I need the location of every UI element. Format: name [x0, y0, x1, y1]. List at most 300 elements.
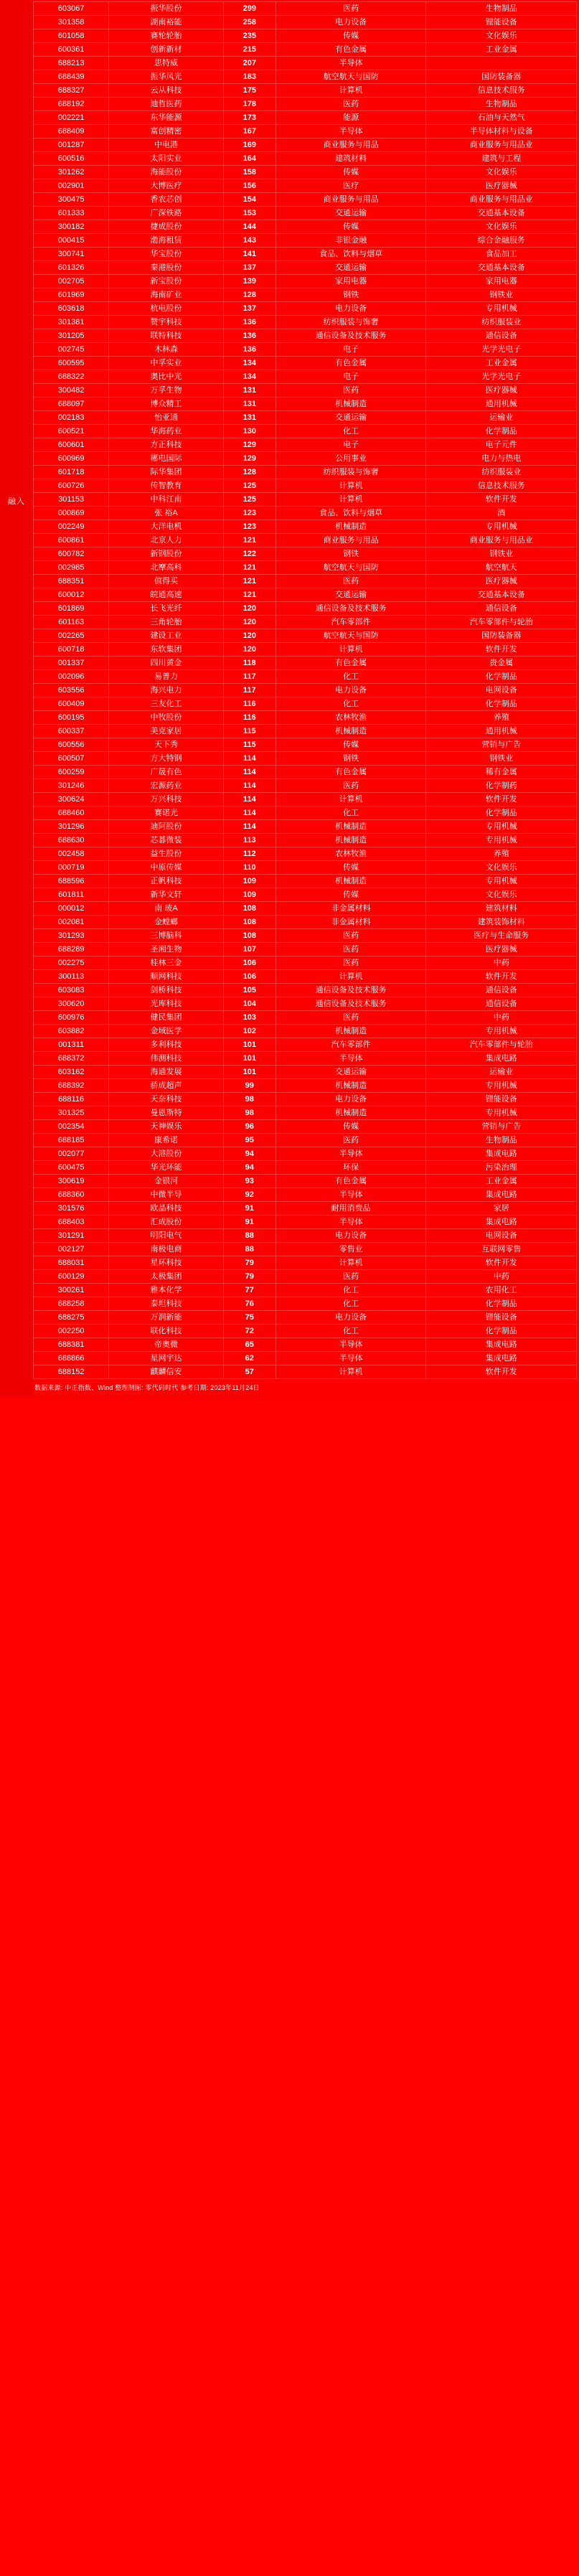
table-row: [34, 370, 577, 384]
cell-industry-2: 专用机械: [426, 820, 577, 834]
cell-code: 600782: [34, 547, 109, 561]
cell-code: 600129: [34, 1270, 109, 1284]
cell-name: 香农芯创: [109, 193, 223, 207]
cell-name: 新钢股份: [109, 547, 223, 561]
cell-name: 东华能源: [109, 111, 223, 125]
cell-value: 137: [223, 261, 276, 275]
cell-industry-2: 汽车零部件与轮胎: [426, 616, 577, 629]
cell-name: 值得买: [109, 575, 223, 588]
cell-value: 114: [223, 779, 276, 793]
cell-code: 001287: [34, 138, 109, 152]
cell-industry-1: 交通运输: [276, 207, 426, 220]
cell-code: 688460: [34, 807, 109, 820]
table-row: [34, 916, 577, 929]
cell-code: 603882: [34, 1025, 109, 1038]
cell-industry-1: 有色金属: [276, 1175, 426, 1188]
table-row: [34, 888, 577, 902]
cell-code: 600556: [34, 738, 109, 752]
cell-name: 怡亚通: [109, 411, 223, 425]
cell-value: 76: [223, 1297, 276, 1311]
cell-industry-1: 能源: [276, 111, 426, 125]
cell-industry-2: 软件开发: [426, 970, 577, 984]
table-row: [34, 956, 577, 970]
cell-value: 99: [223, 1079, 276, 1093]
cell-industry-1: 半导体: [276, 57, 426, 70]
cell-name: 三博脑科: [109, 929, 223, 943]
cell-industry-1: 商业服务与用品: [276, 193, 426, 207]
table-row: [34, 357, 577, 370]
cell-industry-2: 化学制品: [426, 1325, 577, 1338]
table-row: [34, 779, 577, 793]
cell-industry-2: 酒: [426, 507, 577, 520]
cell-name: 创新新材: [109, 43, 223, 57]
cell-name: 际华集团: [109, 466, 223, 479]
table-row: [34, 684, 577, 697]
table-row: [34, 1338, 577, 1352]
cell-industry-1: 机械制造: [276, 398, 426, 411]
cell-name: 芯碁微装: [109, 834, 223, 847]
cell-code: 002275: [34, 956, 109, 970]
cell-name: 汇成股份: [109, 1216, 223, 1229]
cell-industry-1: 计算机: [276, 1256, 426, 1270]
cell-industry-2: 建筑装饰材料: [426, 916, 577, 929]
table-row: [34, 43, 577, 57]
cell-industry-2: 交通基本设备: [426, 207, 577, 220]
cell-code: 301262: [34, 166, 109, 179]
cell-name: 顺网科技: [109, 970, 223, 984]
cell-industry-1: 有色金属: [276, 43, 426, 57]
table-row: [34, 1106, 577, 1120]
cell-code: 002249: [34, 520, 109, 534]
cell-industry-2: 集成电路: [426, 1216, 577, 1229]
cell-industry-1: 医药: [276, 1134, 426, 1147]
cell-industry-1: 医药: [276, 1011, 426, 1025]
cell-value: 123: [223, 520, 276, 534]
cell-code: 688152: [34, 1365, 109, 1379]
cell-name: 联化科技: [109, 1325, 223, 1338]
table-row: [34, 1243, 577, 1256]
table-row: [34, 1175, 577, 1188]
table-row: [34, 398, 577, 411]
cell-name: 博众精工: [109, 398, 223, 411]
table-row: [34, 1325, 577, 1338]
cell-name: 赞宇科技: [109, 316, 223, 329]
cell-value: 91: [223, 1216, 276, 1229]
cell-code: 300620: [34, 997, 109, 1011]
table-row: [34, 820, 577, 834]
cell-name: 大港股份: [109, 1147, 223, 1161]
cell-industry-1: 化工: [276, 425, 426, 438]
cell-value: 125: [223, 479, 276, 493]
cell-code: 688360: [34, 1188, 109, 1202]
cell-value: 117: [223, 670, 276, 684]
cell-code: 601163: [34, 616, 109, 629]
cell-industry-2: 锂能设备: [426, 1093, 577, 1106]
cell-industry-1: 电力设备: [276, 1093, 426, 1106]
cell-value: 153: [223, 207, 276, 220]
cell-name: 联特科技: [109, 329, 223, 343]
cell-code: 688439: [34, 70, 109, 84]
cell-value: 235: [223, 29, 276, 43]
cell-code: 300113: [34, 970, 109, 984]
cell-code: 002985: [34, 561, 109, 575]
cell-code: 301153: [34, 493, 109, 507]
cell-value: 178: [223, 98, 276, 111]
cell-code: 600976: [34, 1011, 109, 1025]
cell-industry-1: 食品、饮料与烟草: [276, 248, 426, 261]
cell-code: 300624: [34, 793, 109, 807]
cell-industry-1: 机械制造: [276, 1079, 426, 1093]
table-row: [34, 1025, 577, 1038]
cell-industry-2: 软件开发: [426, 793, 577, 807]
cell-industry-1: 有色金属: [276, 357, 426, 370]
cell-code: 688116: [34, 1093, 109, 1106]
cell-name: 中孚实业: [109, 357, 223, 370]
cell-industry-1: 零售业: [276, 1243, 426, 1256]
table-row: [34, 1011, 577, 1025]
cell-code: 002265: [34, 629, 109, 643]
cell-value: 169: [223, 138, 276, 152]
table-row: [34, 643, 577, 657]
table-row: [34, 902, 577, 916]
cell-value: 108: [223, 902, 276, 916]
cell-industry-1: 化工: [276, 807, 426, 820]
cell-name: 大博医疗: [109, 179, 223, 193]
cell-code: 600475: [34, 1161, 109, 1175]
cell-name: 张 裕A: [109, 507, 223, 520]
table-row: [34, 384, 577, 398]
cell-code: 301381: [34, 316, 109, 329]
cell-name: 健民集团: [109, 1011, 223, 1025]
cell-industry-2: 钢铁业: [426, 547, 577, 561]
cell-value: 91: [223, 1202, 276, 1216]
cell-value: 139: [223, 275, 276, 288]
cell-name: 泰坦科技: [109, 1297, 223, 1311]
cell-code: 688403: [34, 1216, 109, 1229]
cell-industry-1: 通信设备及技术服务: [276, 602, 426, 616]
cell-industry-1: 机械制造: [276, 875, 426, 888]
cell-industry-2: 电力与热电: [426, 452, 577, 466]
cell-industry-2: 互联网零售: [426, 1243, 577, 1256]
table-row: [34, 288, 577, 302]
cell-industry-1: 航空航天与国防: [276, 629, 426, 643]
cell-code: 600195: [34, 711, 109, 725]
cell-industry-2: 纺织服装业: [426, 316, 577, 329]
cell-industry-1: 非金属材料: [276, 916, 426, 929]
cell-industry-1: 电力设备: [276, 1311, 426, 1325]
table-row: [34, 1256, 577, 1270]
cell-industry-2: 稀有金属: [426, 766, 577, 779]
cell-value: 128: [223, 466, 276, 479]
cell-industry-2: 养殖: [426, 711, 577, 725]
cell-value: 88: [223, 1243, 276, 1256]
cell-industry-2: 文化娱乐: [426, 888, 577, 902]
cell-value: 116: [223, 711, 276, 725]
cell-value: 96: [223, 1120, 276, 1134]
cell-industry-1: 钢铁: [276, 547, 426, 561]
cell-value: 118: [223, 657, 276, 670]
cell-industry-1: 化工: [276, 1325, 426, 1338]
cell-value: 115: [223, 725, 276, 738]
cell-industry-1: 有色金属: [276, 766, 426, 779]
table-row: [34, 479, 577, 493]
cell-value: 77: [223, 1284, 276, 1297]
cell-name: 骄成超声: [109, 1079, 223, 1093]
cell-industry-1: 传媒: [276, 220, 426, 234]
table-row: [34, 929, 577, 943]
cell-industry-2: 污染治理: [426, 1161, 577, 1175]
cell-value: 108: [223, 929, 276, 943]
table-row: [34, 343, 577, 357]
cell-value: 136: [223, 316, 276, 329]
cell-code: 301296: [34, 820, 109, 834]
cell-value: 94: [223, 1147, 276, 1161]
cell-industry-1: 环保: [276, 1161, 426, 1175]
cell-industry-1: 医药: [276, 2, 426, 16]
cell-value: 113: [223, 834, 276, 847]
cell-value: 173: [223, 111, 276, 125]
cell-industry-1: 家用电器: [276, 275, 426, 288]
cell-industry-1: 电子: [276, 343, 426, 357]
cell-value: 131: [223, 411, 276, 425]
table-row: [34, 1147, 577, 1161]
cell-name: 杭电股份: [109, 302, 223, 316]
cell-code: 601058: [34, 29, 109, 43]
cell-industry-1: 计算机: [276, 493, 426, 507]
cell-name: 三友化工: [109, 697, 223, 711]
cell-code: 688372: [34, 1052, 109, 1066]
table-row: [34, 807, 577, 820]
table-row: [34, 138, 577, 152]
cell-industry-2: 纺织服装业: [426, 466, 577, 479]
table-row: [34, 847, 577, 861]
cell-industry-2: 交通基本设备: [426, 588, 577, 602]
cell-industry-2: 国防装备器: [426, 629, 577, 643]
cell-industry-2: 航空航天: [426, 561, 577, 575]
table-row: [34, 302, 577, 316]
cell-industry-2: 工业金属: [426, 1175, 577, 1188]
cell-name: 美克家居: [109, 725, 223, 738]
cell-industry-2: 光学光电子: [426, 343, 577, 357]
cell-industry-1: 交通运输: [276, 1066, 426, 1079]
cell-code: 301576: [34, 1202, 109, 1216]
cell-industry-1: 半导体: [276, 1338, 426, 1352]
cell-industry-1: 机械制造: [276, 1106, 426, 1120]
cell-value: 258: [223, 16, 276, 29]
cell-name: 振华股份: [109, 2, 223, 16]
cell-industry-2: 建筑材料: [426, 902, 577, 916]
cell-industry-2: 集成电路: [426, 1352, 577, 1365]
cell-industry-2: 专用机械: [426, 1106, 577, 1120]
cell-industry-2: 医疗器械: [426, 179, 577, 193]
cell-code: 688097: [34, 398, 109, 411]
cell-industry-2: 集成电路: [426, 1052, 577, 1066]
cell-value: 62: [223, 1352, 276, 1365]
cell-industry-1: 公用事业: [276, 452, 426, 466]
cell-code: 600507: [34, 752, 109, 766]
cell-industry-2: 化学制品: [426, 670, 577, 684]
table-row: [34, 752, 577, 766]
cell-value: 88: [223, 1229, 276, 1243]
cell-industry-2: 光学光电子: [426, 370, 577, 384]
cell-industry-1: 交通运输: [276, 261, 426, 275]
cell-value: 128: [223, 288, 276, 302]
cell-industry-2: 信息技术服务: [426, 84, 577, 98]
cell-value: 123: [223, 507, 276, 520]
cell-value: 141: [223, 248, 276, 261]
cell-code: 600726: [34, 479, 109, 493]
cell-value: 156: [223, 179, 276, 193]
cell-industry-2: 化学制药: [426, 779, 577, 793]
cell-industry-2: 半导体材料与设备: [426, 125, 577, 138]
cell-industry-1: 电力设备: [276, 684, 426, 697]
cell-value: 108: [223, 916, 276, 929]
cell-code: 603162: [34, 1066, 109, 1079]
cell-industry-2: 通用机械: [426, 398, 577, 411]
table-row: [34, 98, 577, 111]
cell-industry-1: 农林牧渔: [276, 847, 426, 861]
cell-code: 301325: [34, 1106, 109, 1120]
cell-industry-2: 国防装备器: [426, 70, 577, 84]
cell-industry-1: 医药: [276, 384, 426, 398]
cell-value: 120: [223, 602, 276, 616]
cell-industry-1: 计算机: [276, 84, 426, 98]
cell-industry-2: 家居: [426, 1202, 577, 1216]
cell-value: 122: [223, 547, 276, 561]
cell-name: 湖南裕能: [109, 16, 223, 29]
cell-industry-1: 电力设备: [276, 1229, 426, 1243]
cell-name: 剑桥科技: [109, 984, 223, 997]
cell-value: 112: [223, 847, 276, 861]
cell-name: 三角轮胎: [109, 616, 223, 629]
cell-industry-1: 传媒: [276, 888, 426, 902]
cell-code: 600718: [34, 643, 109, 657]
cell-code: 002221: [34, 111, 109, 125]
cell-value: 65: [223, 1338, 276, 1352]
cell-industry-2: 运输业: [426, 411, 577, 425]
cell-value: 134: [223, 370, 276, 384]
cell-name: 星网宇达: [109, 1352, 223, 1365]
cell-industry-2: 营销与广告: [426, 1120, 577, 1134]
cell-name: 方正科技: [109, 438, 223, 452]
cell-code: 002250: [34, 1325, 109, 1338]
table-row: [34, 152, 577, 166]
table-row: [34, 57, 577, 70]
cell-industry-1: 传媒: [276, 861, 426, 875]
cell-industry-1: 汽车零部件: [276, 616, 426, 629]
cell-code: 603083: [34, 984, 109, 997]
cell-code: 600861: [34, 534, 109, 547]
cell-industry-2: 养殖: [426, 847, 577, 861]
cell-value: 183: [223, 70, 276, 84]
table-row: [34, 534, 577, 547]
cell-industry-1: 医药: [276, 779, 426, 793]
cell-industry-1: 非银金融: [276, 234, 426, 248]
cell-value: 103: [223, 1011, 276, 1025]
cell-industry-1: 航空航天与国防: [276, 70, 426, 84]
cell-industry-2: [426, 57, 577, 70]
cell-name: 皖通高速: [109, 588, 223, 602]
table-row: [34, 125, 577, 138]
cell-code: 601718: [34, 466, 109, 479]
cell-name: 迪哲医药: [109, 98, 223, 111]
cell-value: 207: [223, 57, 276, 70]
cell-industry-2: 通信设备: [426, 997, 577, 1011]
cell-name: 桂林三金: [109, 956, 223, 970]
cell-name: 东软集团: [109, 643, 223, 657]
cell-name: 华光环能: [109, 1161, 223, 1175]
cell-industry-1: 有色金属: [276, 657, 426, 670]
table-row: [34, 970, 577, 984]
cell-name: 北摩高科: [109, 561, 223, 575]
table-row: [34, 575, 577, 588]
cell-industry-1: 钢铁: [276, 752, 426, 766]
cell-industry-1: 计算机: [276, 643, 426, 657]
cell-name: 思特威: [109, 57, 223, 70]
table-row: [34, 520, 577, 534]
cell-code: 603067: [34, 2, 109, 16]
cell-code: 301358: [34, 16, 109, 29]
cell-industry-2: 文化娱乐: [426, 220, 577, 234]
cell-value: 98: [223, 1093, 276, 1106]
cell-value: 101: [223, 1052, 276, 1066]
cell-industry-1: 医药: [276, 956, 426, 970]
cell-name: 华宝股份: [109, 248, 223, 261]
cell-industry-1: 医药: [276, 1270, 426, 1284]
cell-industry-1: 传媒: [276, 29, 426, 43]
cell-code: 688351: [34, 575, 109, 588]
cell-code: 688322: [34, 370, 109, 384]
cell-name: 中科江南: [109, 493, 223, 507]
cell-industry-2: 中药: [426, 1011, 577, 1025]
cell-code: 300261: [34, 1284, 109, 1297]
table-row: [34, 1270, 577, 1284]
table-row: [34, 1052, 577, 1066]
table-row: [34, 997, 577, 1011]
table-row: [34, 438, 577, 452]
cell-code: 688392: [34, 1079, 109, 1093]
cell-value: 129: [223, 452, 276, 466]
cell-code: 688258: [34, 1297, 109, 1311]
cell-industry-1: 医药: [276, 575, 426, 588]
cell-value: 143: [223, 234, 276, 248]
cell-industry-2: 电网设备: [426, 684, 577, 697]
cell-industry-1: 非金属材料: [276, 902, 426, 916]
table-row: [34, 657, 577, 670]
cell-code: 002096: [34, 670, 109, 684]
cell-value: 120: [223, 616, 276, 629]
cell-value: 116: [223, 697, 276, 711]
cell-name: 曼恩斯特: [109, 1106, 223, 1120]
cell-name: 万润新能: [109, 1311, 223, 1325]
cell-code: 601811: [34, 888, 109, 902]
cell-name: 多利科技: [109, 1038, 223, 1052]
cell-value: 72: [223, 1325, 276, 1338]
cell-name: 新华文轩: [109, 888, 223, 902]
cell-code: 600409: [34, 697, 109, 711]
table-row: [34, 466, 577, 479]
table-row: [34, 1216, 577, 1229]
cell-value: 114: [223, 766, 276, 779]
cell-value: 136: [223, 343, 276, 357]
cell-value: 167: [223, 125, 276, 138]
cell-industry-1: 医疗: [276, 179, 426, 193]
table-row: [34, 1093, 577, 1106]
cell-value: 121: [223, 575, 276, 588]
cell-industry-1: 半导体: [276, 1147, 426, 1161]
cell-name: 中微半导: [109, 1188, 223, 1202]
cell-code: 002354: [34, 1120, 109, 1134]
